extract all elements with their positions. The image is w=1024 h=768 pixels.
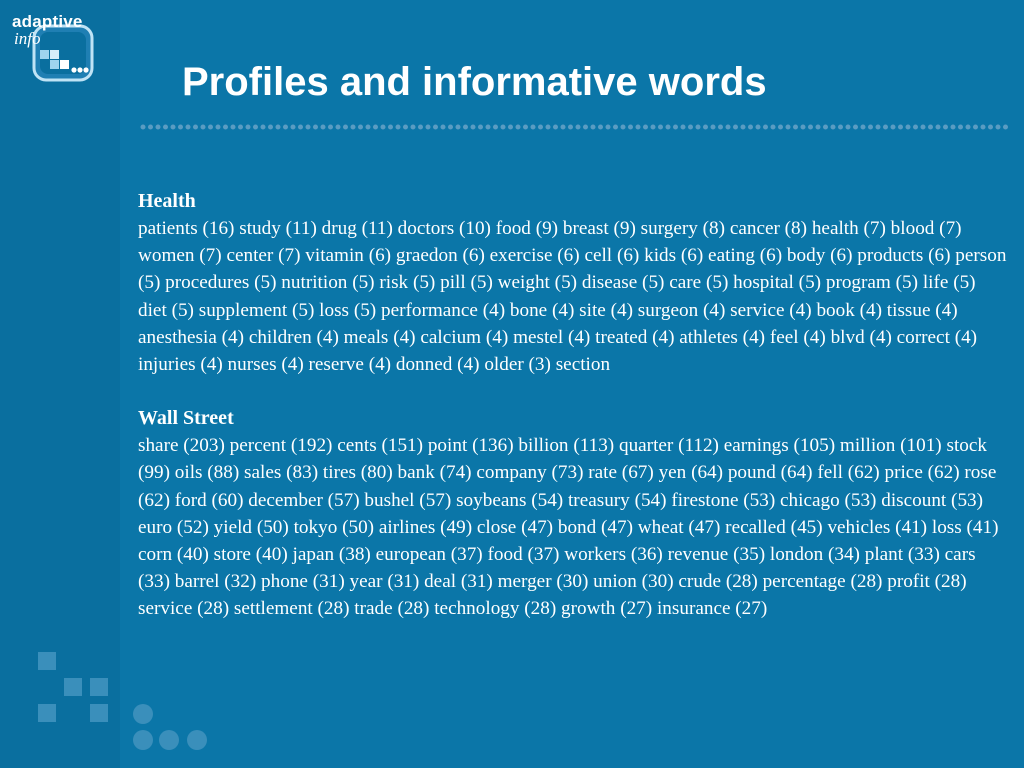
dotted-divider — [140, 122, 1010, 132]
health-heading: Health — [138, 190, 196, 212]
page-title: Profiles and informative words — [182, 60, 767, 104]
wall-street-word-list: share (203) percent (192) cents (151) point (136) billion (113) quarter (112) earnings (105) million (101) stock (99) oils (88) sales (83) tires (80) bank (74) company (73) rate (67) yen (64) pound (64) fell (62) price (62) rose (62) ford (60) december (57) bushel (57) soybeans (54) treasury (54) firestone (53) chicago (53) discount (53) euro (52) yield (50) tokyo (50) airlines (49) close (47) bond (47) wheat (47) recalled (45) vehicles (41) loss (41) corn (40) store (40) japan (38) european (37) food (37) workers (36) revenue (35) london (34) plant (33) cars (33) barrel (32) phone (31) year (31) deal (31) merger (30) union (30) crude (28) percentage (28) profit (28) service (28) settlement (28) trade (28) technology (28) growth (27) insurance (27) — [138, 435, 999, 620]
health-word-list: patients (16) study (11) drug (11) doctors (10) food (9) breast (9) surgery (8) cancer (8) health (7) blood (7) women (7) center (7) vitamin (6) graedon (6) exercise (6) cell (6) kids (6) eating (6) body (6) products (6) person (5) procedures (5) nutrition (5) risk (5) pill (5) weight (5) disease (5) care (5) hospital (5) program (5) life (5) diet (5) supplement (5) loss (5) performance (4) bone (4) site (4) surgeon (4) service (4) book (4) tissue (4) anesthesia (4) children (4) meals (4) calcium (4) mestel (4) treated (4) athletes (4) feel (4) blvd (4) correct (4) injuries (4) nurses (4) reserve (4) donned (4) older (3) section — [138, 218, 1007, 376]
logo-text-adaptive: adaptive — [12, 12, 83, 31]
wall-street-heading: Wall Street — [138, 407, 234, 430]
decorative-squares — [0, 0, 220, 768]
content-area — [138, 188, 1008, 650]
logo-text-info: info — [14, 29, 41, 48]
